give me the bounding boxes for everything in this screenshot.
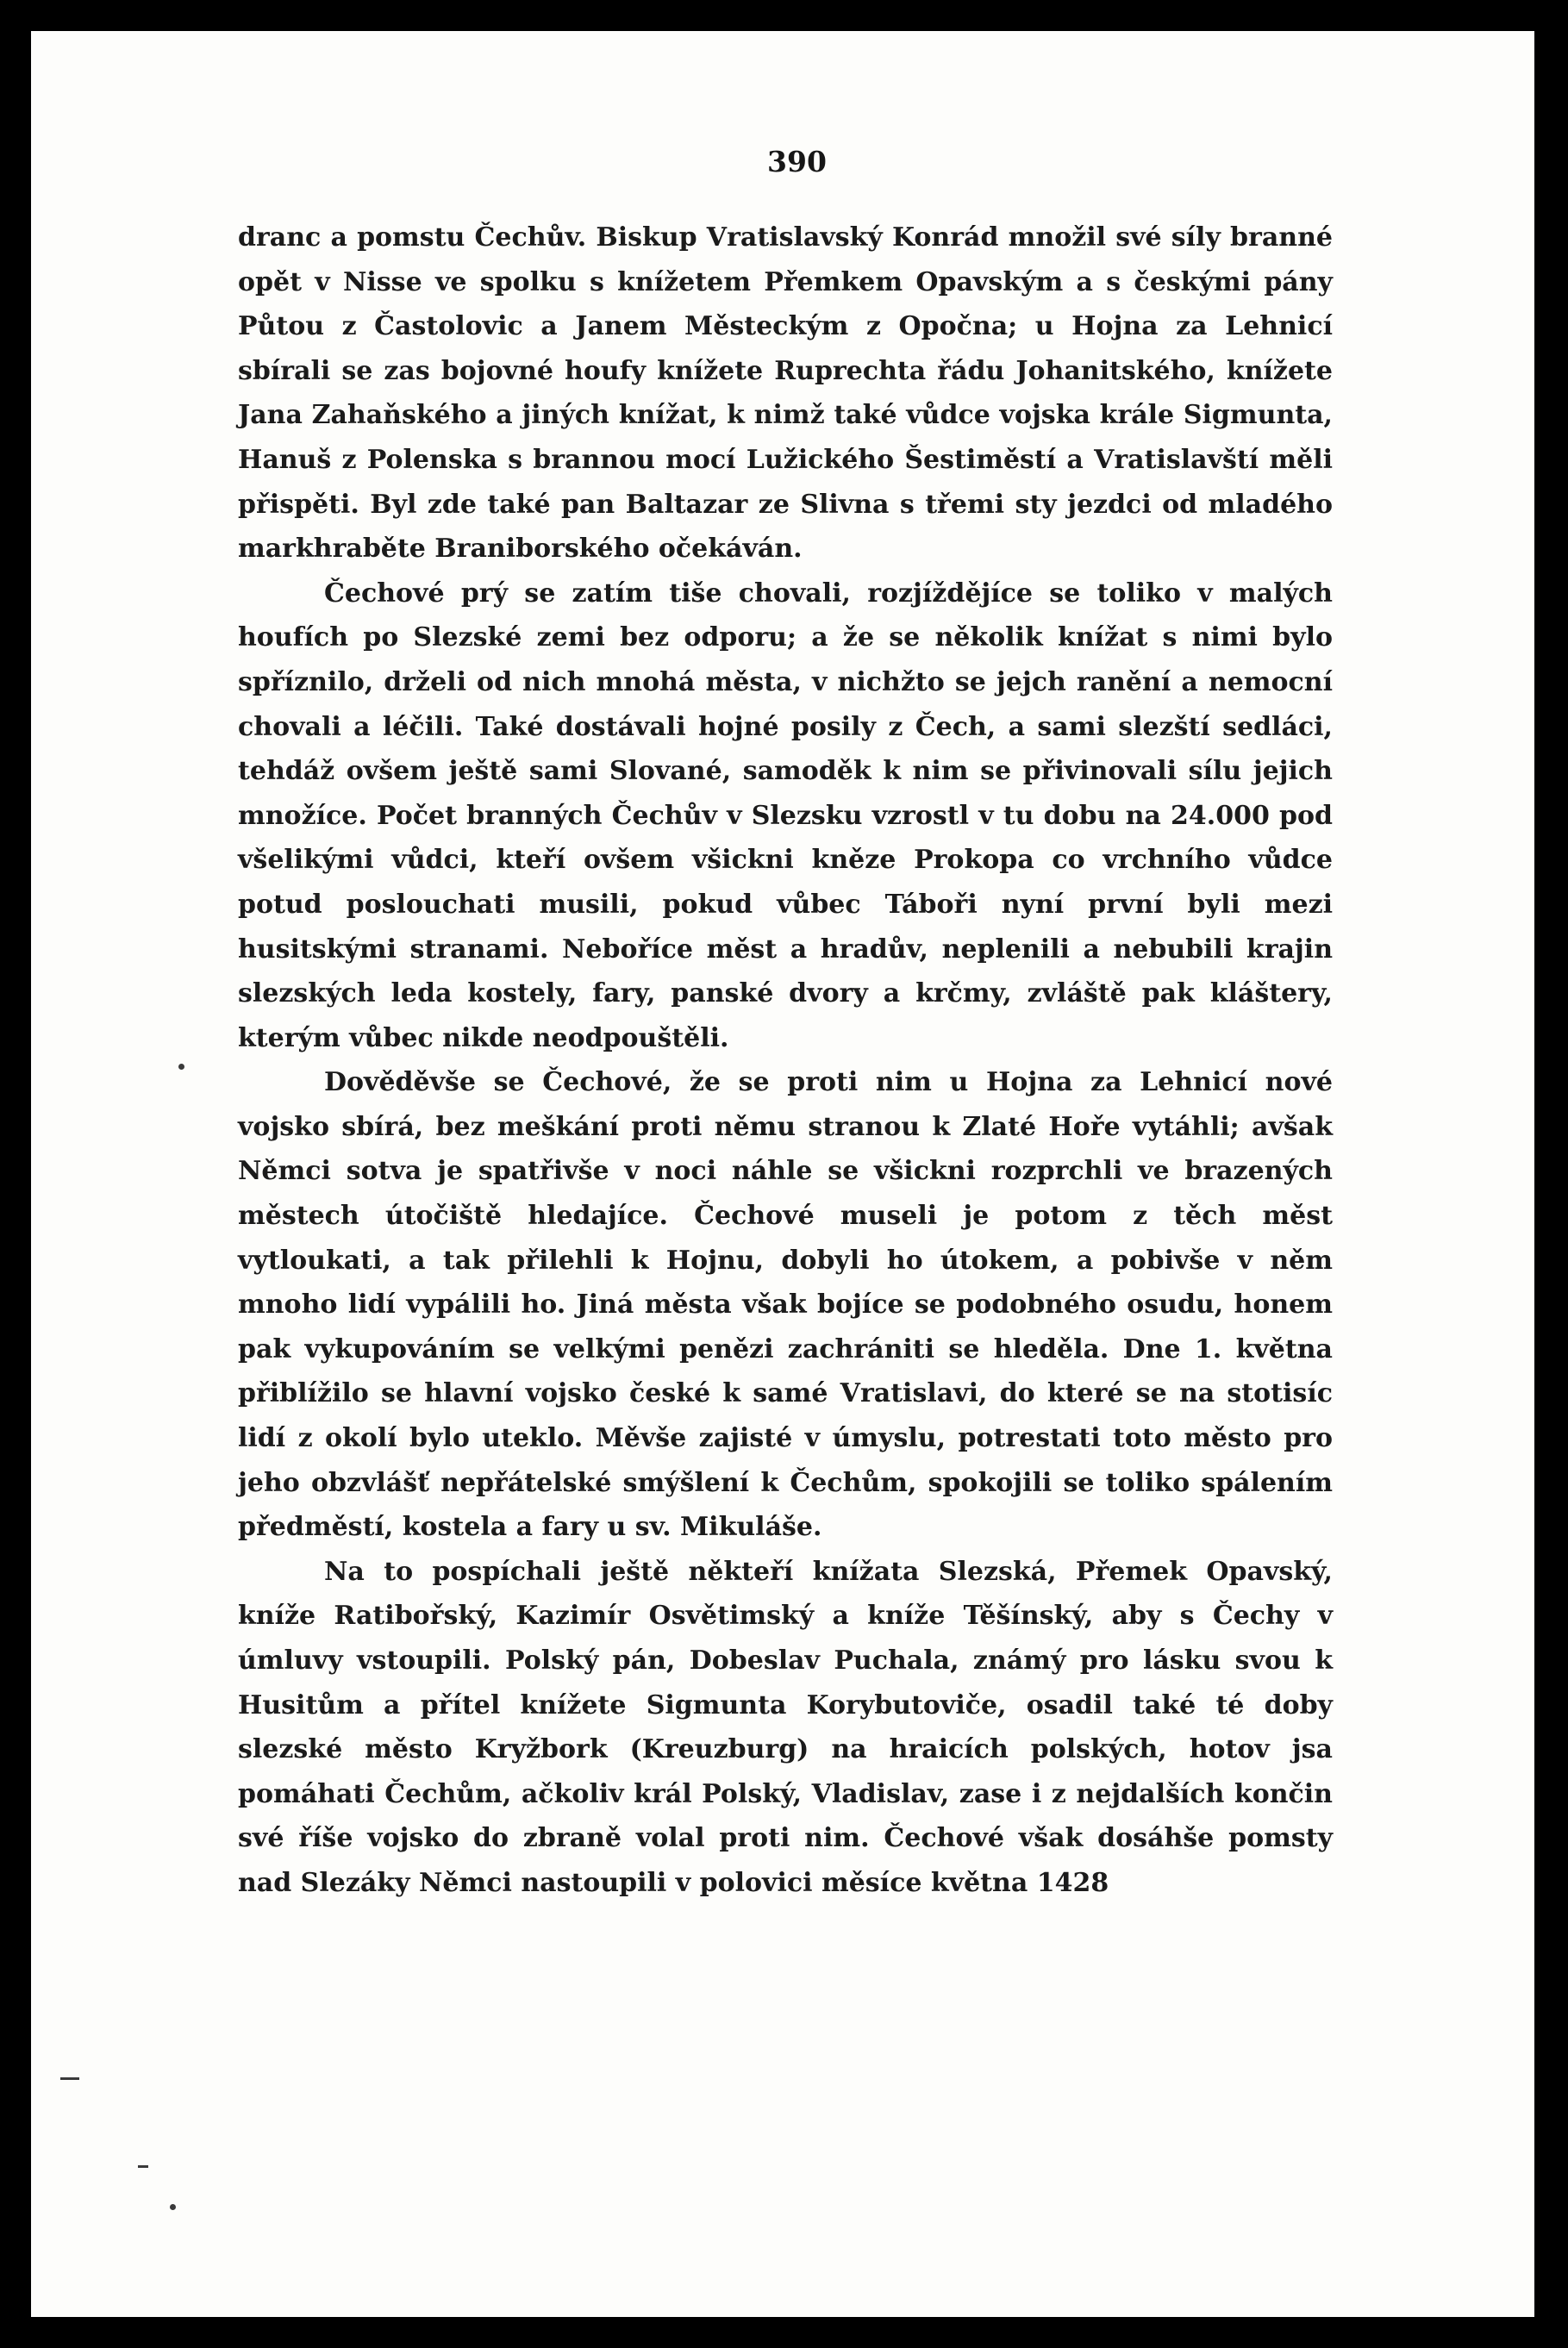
body-text: [238, 215, 1333, 1906]
page-number: 390: [767, 145, 827, 178]
margin-speck: [60, 2077, 79, 2080]
margin-speck: [178, 1064, 184, 1070]
paragraph: Dověděvše se Čechové, že se proti nim u Hojna za Lehnicí nové vojsko sbírá, bez meškání proti němu stranou k Zlaté Hoře vytáhli; avšak Němci sotva je spatřivše v noci náhle se všickni rozprchli ve brazených městech útočiště hledajíce. Čechové museli je potom z těch měst vytloukati, a tak přilehli k Hojnu, dobyli ho útokem, a pobivše v něm mnoho lidí vypálili ho. Jiná města však bojíce se podobného osudu, honem pak vykupováním se velkými penězi zachrániti se hleděla. Dne 1. května přiblížilo se hlavní vojsko české k samé Vratislavi, do které se na stotisíc lidí z okolí bylo uteklo. Měvše zajisté v úmyslu, potrestati toto město pro jeho obzvlášť nepřátelské smýšlení k Čechům, spokojili se toliko spálením předměstí, kostela a fary u sv. Mikuláše.: [238, 1067, 1333, 1543]
margin-speck: [138, 2165, 148, 2168]
paragraph: Čechové prý se zatím tiše chovali, rozjíždějíce se toliko v malých houfích po Slezské zemi bez odporu; a že se několik knížat s nimi bylo spříznilo, drželi od nich mnohá města, v nichžto se jejch ranění a nemocní chovali a léčili. Také dostávali hojné posily z Čech, a sami slezští sedláci, tehdáž ovšem ještě sami Slované, samoděk k nim se přivinovali sílu jejich množíce. Počet branných Čechův v Slezsku vzrostl v tu dobu na 24.000 pod všelikými vůdci, kteří ovšem všickni kněze Prokopa co vrchního vůdce potud poslouchati musili, pokud vůbec Táboři nyní první byli mezi husitskými stranami. Neboříce měst a hradův, neplenili a nebubili krajin slezských leda kostely, fary, panské dvory a krčmy, zvláště pak kláštery, kterým vůbec nikde neodpouštěli.: [238, 578, 1333, 1053]
margin-speck: [170, 2204, 176, 2210]
paragraph: Na to pospíchali ještě někteří knížata Slezská, Přemek Opavský, kníže Ratibořský, Kazimír Osvětimský a kníže Těšínský, aby s Čechy v úmluvy vstoupili. Polský pán, Dobeslav Puchala, známý pro lásku svou k Husitům a přítel knížete Sigmunta Korybutoviče, osadil také té doby slezské město Kryžbork (Kreuzburg) na hraicích polských, hotov jsa pomáhati Čechům, ačkoliv král Polský, Vladislav, zase i z nejdalších končin své říše vojsko do zbraně volal proti nim. Čechové však dosáhše pomsty nad Slezáky Němci nastoupili v polovici měsíce května 1428: [238, 1556, 1333, 1898]
paragraph: dranc a pomstu Čechův. Biskup Vratislavský Konrád množil své síly branné opět v Nisse ve spolku s knížetem Přemkem Opavským a s českými pány Půtou z Častolovic a Janem Městeckým z Opočna; u Hojna za Lehnicí sbírali se zas bojovné houfy knížete Ruprechta řádu Johanitského, knížete Jana Zahaňského a jiných knížat, k nimž také vůdce vojska krále Sigmunta, Hanuš z Polenska s brannou mocí Lužického Šestiměstí a Vratislavští měli přispěti. Byl zde také pan Baltazar ze Slivna s třemi sty jezdci od mladého markhraběte Braniborského očekáván.: [238, 222, 1333, 565]
